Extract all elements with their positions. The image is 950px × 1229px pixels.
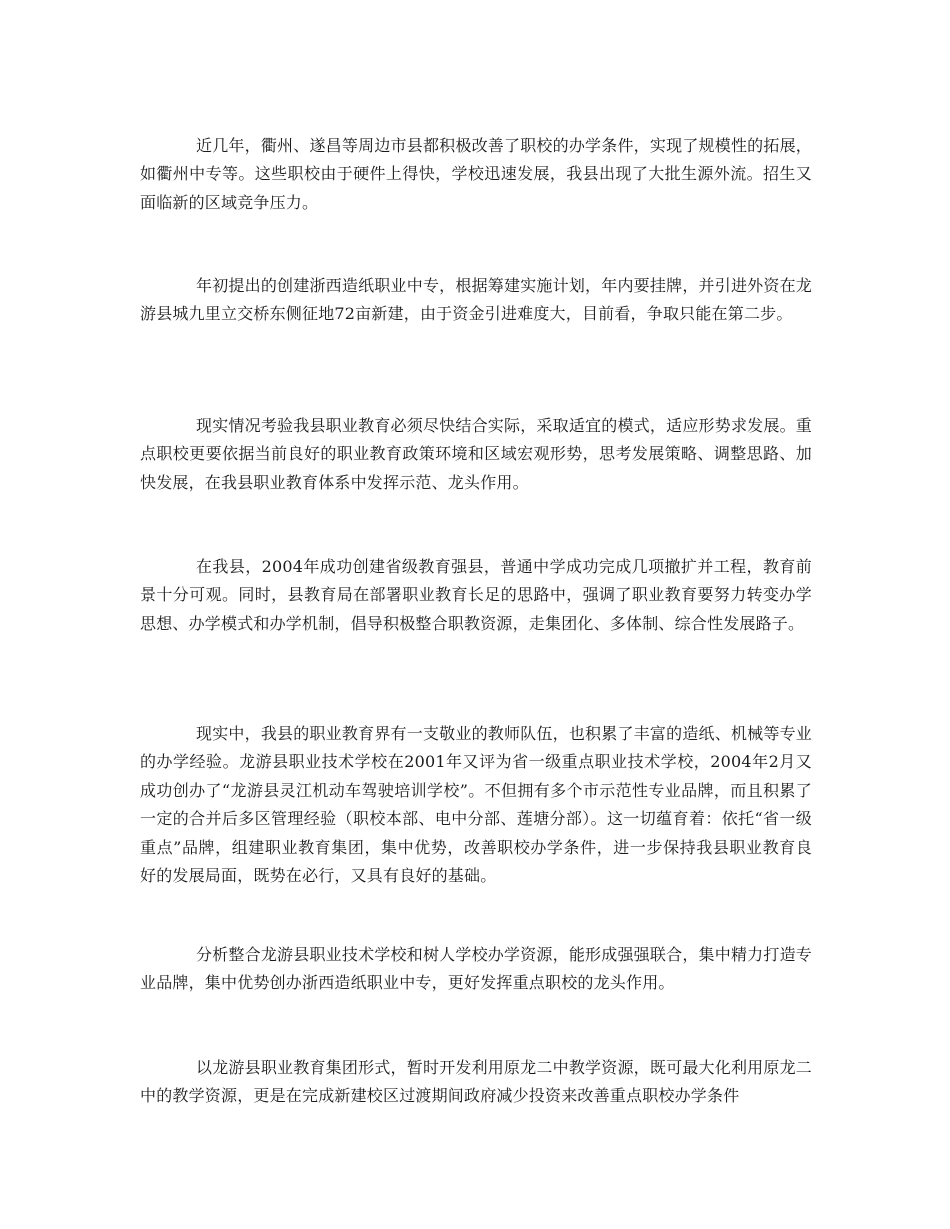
paragraph-paper-vocational-school-plan: 年初提出的创建浙西造纸职业中专，根据筹建实施计划，年内要挂牌，并引进外资在龙游县城九里立交桥东侧征地72亩新建，由于资金引进难度大，目前看，争取只能在第二步。 xyxy=(140,276,812,324)
paragraph-county-education-policy: 在我县，2004年成功创建省级教育强县，普通中学成功完成几项撤扩并工程，教育前景十分可观。同时，县教育局在部署职业教育长足的思路中，强调了职业教育要努力转变办学思想、办学模式和办学机制，倡导积极整合职教资源，走集团化、多体制、综合性发展路子。 xyxy=(140,557,812,633)
paragraph-existing-foundation: 现实中，我县的职业教育界有一支敬业的教师队伍，也积累了丰富的造纸、机械等专业的办学经验。龙游县职业技术学校在2001年又评为省一级重点职业技术学校，2004年2月又成功创办了“龙游县灵江机动车驾驶培训学校”。不但拥有多个市示范性专业品牌，而且积累了一定的合并后多区管理经验（职校本部、电中分部、莲塘分部）。这一切蕴育着：依托“省一级重点”品牌，组建职业教育集团，集中优势，改善职校办学条件，进一步保持我县职业教育良好的发展局面，既势在必行，又具有良好的基础。 xyxy=(140,724,812,886)
paragraph-resource-integration: 分析整合龙游县职业技术学校和树人学校办学资源，能形成强强联合，集中精力打造专业品牌，集中优势创办浙西造纸职业中专，更好发挥重点职校的龙头作用。 xyxy=(140,945,812,993)
paragraph-development-challenge: 现实情况考验我县职业教育必须尽快结合实际，采取适宜的模式，适应形势求发展。重点职校更要依据当前良好的职业教育政策环境和区域宏观形势，思考发展策略、调整思路、加快发展，在我县职业教育体系中发挥示范、龙头作用。 xyxy=(140,416,812,492)
paragraph-regional-competition: 近几年，衢州、遂昌等周边市县都积极改善了职校的办学条件，实现了规模性的拓展，如衢州中专等。这些职校由于硬件上得快，学校迅速发展，我县出现了大批生源外流。招生又面临新的区域竞争压力。 xyxy=(140,136,812,212)
paragraph-vocational-group-form: 以龙游县职业教育集团形式，暂时开发利用原龙二中教学资源，既可最大化利用原龙二中的教学资源，更是在完成新建校区过渡期间政府减少投资来改善重点职校办学条件 xyxy=(140,1058,812,1106)
